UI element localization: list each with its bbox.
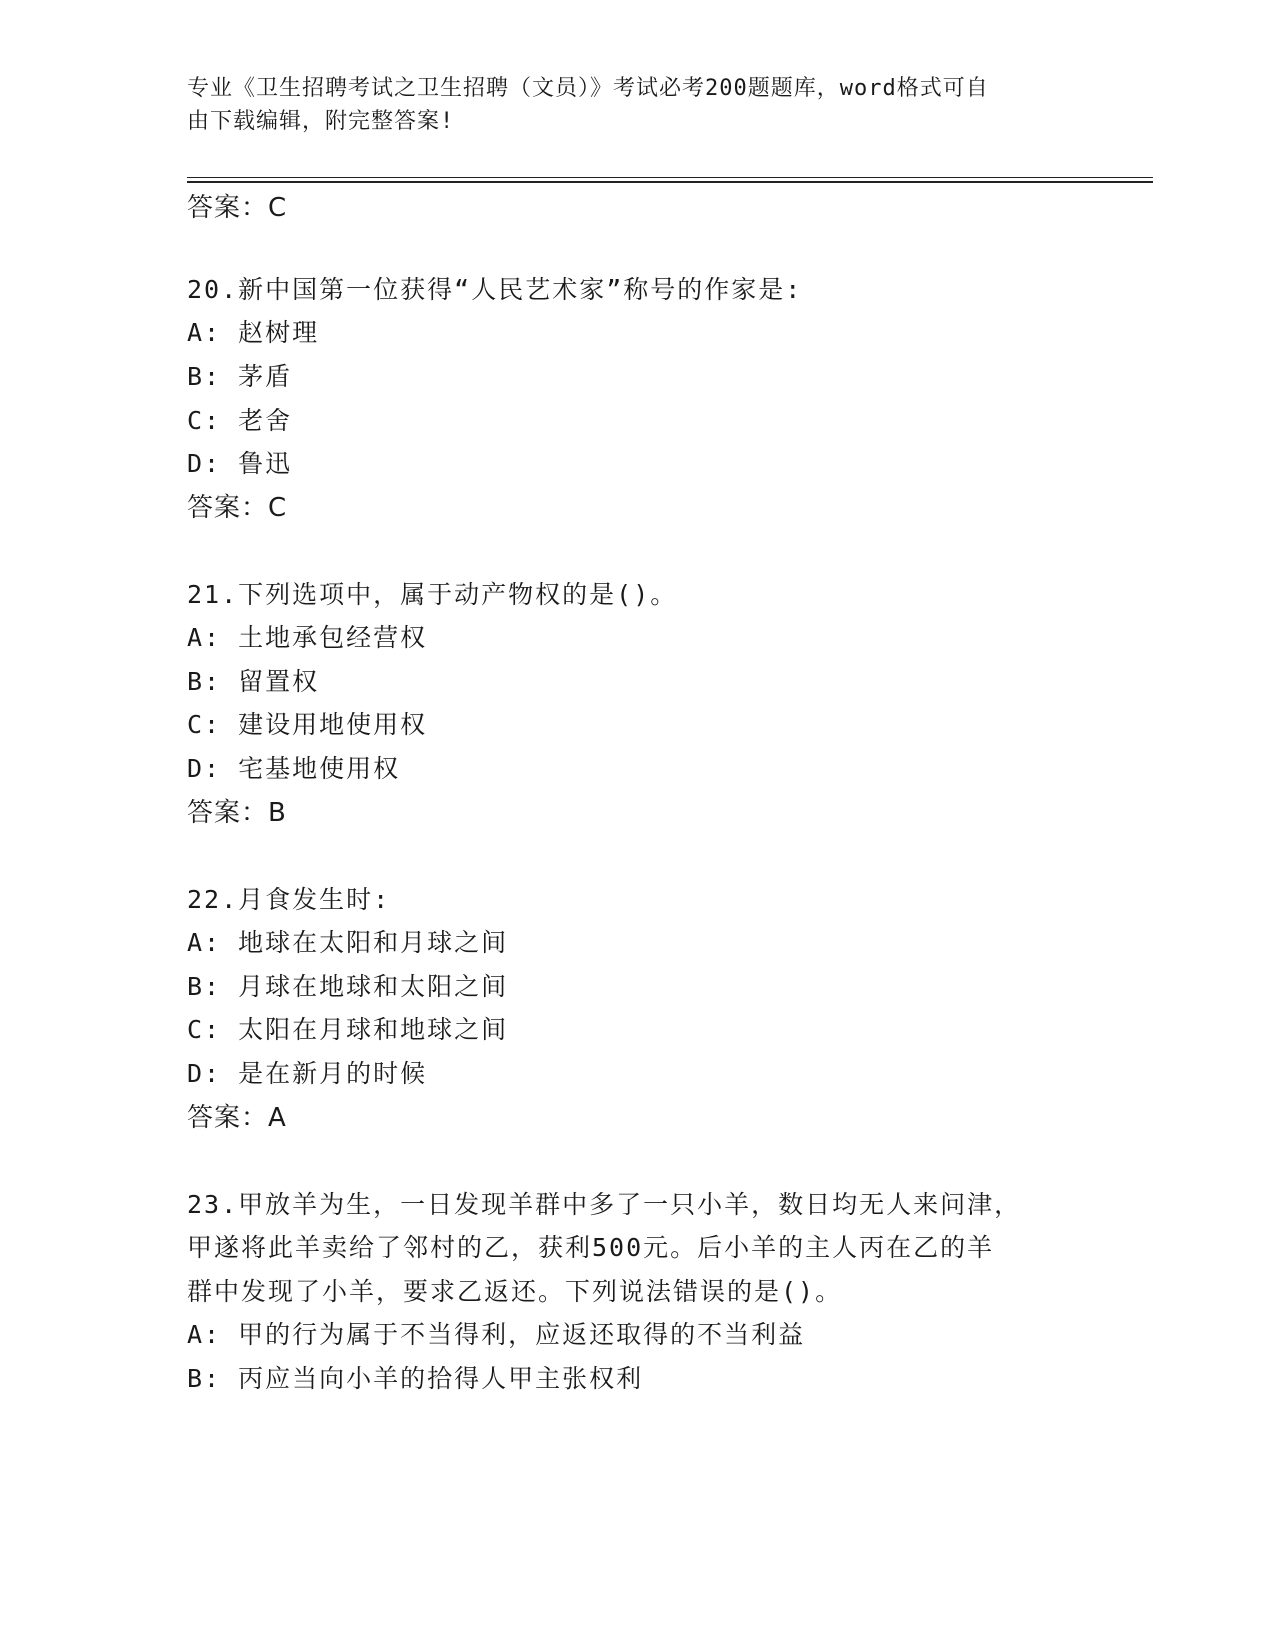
question-stem-line-2: 甲遂将此羊卖给了邻村的乙，获利500元。后小羊的主人丙在乙的羊	[187, 1233, 995, 1262]
answer-line: 答案：C	[187, 493, 288, 523]
question-stem-line-1: 23.甲放羊为生，一日发现羊群中多了一只小羊，数日均无人来问津，	[187, 1190, 1022, 1219]
option-b: B: 茅盾	[187, 362, 293, 391]
option-d: D: 宅基地使用权	[187, 754, 401, 783]
option-b: B: 留置权	[187, 667, 320, 696]
answer-line: 答案：B	[187, 798, 287, 828]
option-b: B: 月球在地球和太阳之间	[187, 972, 509, 1001]
option-c: C: 太阳在月球和地球之间	[187, 1015, 509, 1044]
header-line-1: 专业《卫生招聘考试之卫生招聘（文员）》考试必考200题题库，word格式可自	[187, 76, 989, 101]
option-c: C: 老舍	[187, 406, 293, 435]
option-a: A: 地球在太阳和月球之间	[187, 928, 509, 957]
question-stem: 21.下列选项中，属于动产物权的是()。	[187, 580, 678, 609]
question-stem: 22.月食发生时:	[187, 885, 391, 914]
option-b: B: 丙应当向小羊的拾得人甲主张权利	[187, 1364, 644, 1393]
answer-line: 答案：C	[187, 193, 288, 223]
option-a: A: 赵树理	[187, 318, 320, 347]
option-d: D: 是在新月的时候	[187, 1059, 428, 1088]
header-rule-thin	[187, 177, 1153, 178]
header-line-2: 由下载编辑，附完整答案!	[187, 109, 455, 134]
question-stem-line-3: 群中发现了小羊，要求乙返还。下列说法错误的是()。	[187, 1277, 843, 1306]
option-d: D: 鲁迅	[187, 449, 293, 478]
answer-line: 答案：A	[187, 1103, 287, 1133]
header-rule-thick	[187, 181, 1153, 183]
option-a: A: 土地承包经营权	[187, 623, 428, 652]
option-a: A: 甲的行为属于不当得利，应返还取得的不当利益	[187, 1320, 806, 1349]
document-header	[187, 72, 1067, 138]
question-stem: 20.新中国第一位获得“人民艺术家”称号的作家是:	[187, 275, 803, 304]
option-c: C: 建设用地使用权	[187, 710, 428, 739]
